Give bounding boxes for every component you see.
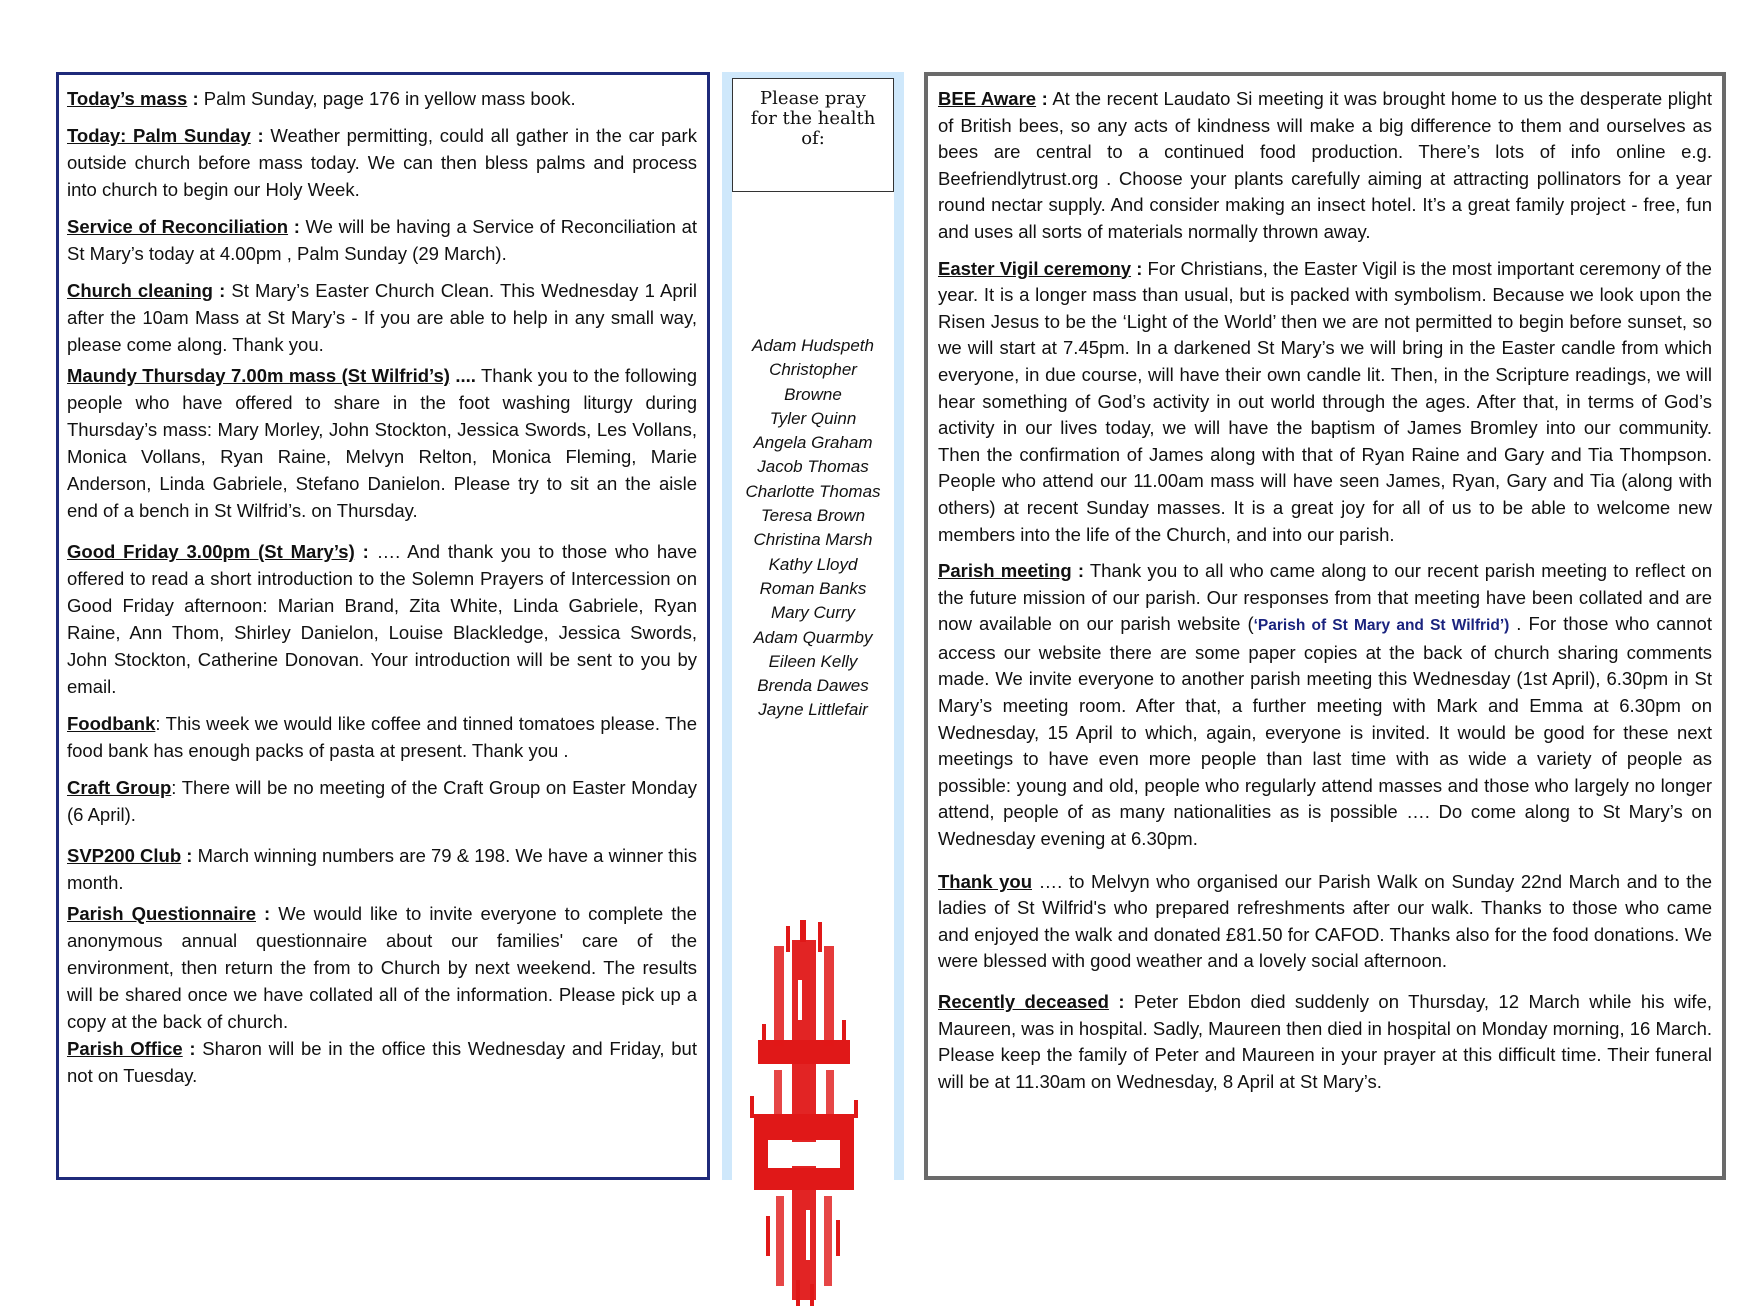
prayer-name: Eileen Kelly bbox=[768, 651, 858, 671]
notice-text: Palm Sunday, page 176 in yellow mass book. bbox=[198, 88, 576, 109]
notice-sep: : bbox=[1036, 88, 1048, 109]
notice-reconciliation bbox=[67, 213, 697, 267]
notice-text: Sharon will be in the office this Wednesday and Friday, but not on Tuesday. bbox=[67, 1038, 697, 1086]
notice-svp200-club bbox=[67, 842, 697, 896]
notice-sep: : bbox=[255, 903, 271, 924]
notice-craft-group bbox=[67, 774, 697, 828]
notice-sep: : bbox=[1071, 560, 1084, 582]
prayer-name: Roman Banks bbox=[759, 578, 867, 598]
notice-sep: .... bbox=[449, 365, 476, 386]
notice-text: March winning numbers are 79 & 198. We have a winner this month. bbox=[67, 845, 698, 893]
notice-good-friday bbox=[67, 538, 697, 700]
notice-title: Craft Group bbox=[67, 777, 172, 798]
notice-text: Thank you to all who came along to our recent parish meeting to reflect on the future mission of our parish. Our responses from that meeting have been collated and are now available on our parish website ( bbox=[938, 560, 1712, 635]
notice-sep: : bbox=[1131, 257, 1143, 279]
prayer-name: Tyler Quinn bbox=[769, 408, 857, 428]
notice-bee-aware bbox=[938, 86, 1712, 246]
notice-title: Easter Vigil ceremony bbox=[938, 257, 1132, 279]
notice-text: . For those who cannot access our website there are some paper copies at the back of church sharing comments made. We invite everyone to another parish meeting this Wednesday (1st April), 6.30pm in St Mary’s meeting room. After that, a further meeting with Mark and Emma at 6.30pm on Wednesday, 15 April to which, again, everyone is invited. It would be good for these next meetings to have even more people than last time with as wide a variety of people as possible: young and old, people who regularly attend masses and those who largely no longer attend, people of as many nationalities as is possible …. Do come along to St Mary’s on Wednesday evening at 6.30pm. bbox=[938, 613, 1712, 850]
notice-todays-mass bbox=[67, 85, 697, 112]
notice-sep: : bbox=[354, 541, 369, 562]
prayer-name: Christina Marsh bbox=[753, 530, 873, 550]
prayer-name: Kathy Lloyd bbox=[768, 554, 858, 574]
left-notices-column bbox=[56, 72, 710, 1180]
notice-title: Recently deceased bbox=[938, 991, 1109, 1012]
notice-title: Parish Office bbox=[67, 1038, 183, 1059]
notice-title: Foodbank bbox=[67, 713, 156, 734]
prayer-name: Browne bbox=[784, 384, 842, 404]
notice-text: This week we would like coffee and tinned tomatoes please. The food bank has enough packs of pasta at present. Thank you . bbox=[67, 713, 697, 761]
prayer-name: Jacob Thomas bbox=[757, 457, 869, 477]
notice-title: Parish meeting bbox=[938, 560, 1072, 582]
notice-sep: : bbox=[250, 125, 264, 146]
prayer-names-panel bbox=[732, 192, 894, 1180]
notice-sep: …. bbox=[1032, 870, 1063, 892]
notice-church-cleaning bbox=[67, 277, 697, 358]
notice-title: Parish Questionnaire bbox=[67, 903, 256, 924]
notice-sep: : bbox=[182, 1038, 196, 1059]
notice-thank-you bbox=[938, 869, 1712, 975]
prayer-name: Teresa Brown bbox=[760, 506, 866, 526]
notice-parish-office bbox=[67, 1035, 697, 1089]
notice-title: Service of Reconciliation bbox=[67, 216, 289, 237]
notice-sep: : bbox=[171, 777, 177, 798]
notice-text: There will be no meeting of the Craft Group on Easter Monday (6 April). bbox=[67, 777, 697, 825]
prayer-heading: Please pray for the health of: bbox=[750, 88, 876, 149]
notice-title: Church cleaning bbox=[67, 280, 213, 301]
prayer-list-column bbox=[722, 72, 904, 1180]
notice-sep: : bbox=[212, 280, 226, 301]
prayer-name: Adam Hudspeth bbox=[752, 336, 874, 355]
notice-text: We would like to invite everyone to complete the anonymous annual questionnaire about our families' care of the environment, then return the from to Church by next weekend. The results will be shared once we have collated all of the information. Please pick up a copy at the back of church. bbox=[67, 903, 697, 1032]
right-notices-column bbox=[924, 72, 1726, 1180]
notice-text: We will be having a Service of Reconciliation at St Mary’s today at 4.00pm , Palm Sunday (29 March). bbox=[67, 216, 697, 264]
notice-title: Today: Palm Sunday bbox=[67, 125, 251, 146]
notice-sep: : bbox=[155, 713, 161, 734]
notice-text: For Christians, the Easter Vigil is the most important ceremony of the year. It is a longer mass than usual, but is packed with symbolism. Because we look upon the Risen Jesus to be the ‘Light of the World’ then we are not permitted to begin before sunset, so we will start at 7.45pm. In a darkened St Mary’s we will bring in the Easter candle from which everyone, in due course, will have their own candle lit. Then, in the Scripture readings, we will hear something of God’s activity in out world through the ages. After that, in terms of God’s activity in our lives today, we will have the baptism of James Bromley into our community. Then the confirmation of James along with that of Ryan Raine and Gary and Tia Thompson. People who attend our 11.00am mass will have seen James, Ryan, Gary and Tia (along with others) at recent Sunday masses. It is a great joy for all of us to be able to welcome new members into the life of the Church, and into our parish. bbox=[938, 257, 1712, 545]
red-cross-icon bbox=[750, 920, 858, 1306]
notice-title: Today’s mass bbox=[67, 88, 188, 109]
notice-text: Thank you to the following people who have offered to share in the foot washing liturgy during Thursday’s mass: Mary Morley, John Stockton, Jessica Swords, Les Vollans, Monica Vollans, Ryan Raine, Melvyn Relton, Monica Fleming, Marie Anderson, Linda Gabriele, Stefano Danielon. Please try to sit an the aisle end of a bench in St Wilfrid’s. on Thursday. bbox=[67, 365, 697, 521]
prayer-heading-box bbox=[732, 78, 894, 192]
notice-title: BEE Aware bbox=[938, 88, 1037, 109]
notice-foodbank bbox=[67, 710, 697, 764]
notice-text: Weather permitting, could all gather in the car park outside church before mass today. We can then bless palms and process into church to begin our Holy Week. bbox=[67, 125, 697, 200]
notice-palm-sunday bbox=[67, 122, 697, 203]
notice-title: Maundy Thursday 7.00m mass (St Wilfrid’s) bbox=[67, 365, 450, 386]
notice-sep: : bbox=[187, 88, 199, 109]
notice-sep: : bbox=[288, 216, 300, 237]
notice-recently-deceased bbox=[938, 989, 1712, 1095]
notice-text: St Mary’s Easter Church Clean. This Wednesday 1 April after the 10am Mass at St Mary’s - If you are able to help in any small way, please come along. Thank you. bbox=[67, 280, 697, 355]
notice-title: Thank you bbox=[938, 870, 1033, 892]
prayer-name: Mary Curry bbox=[770, 603, 856, 623]
notice-easter-vigil bbox=[938, 256, 1712, 549]
notice-text: At the recent Laudato Si meeting it was brought home to us the desperate plight of British bees, so any acts of kindness will make a big difference to them and ourselves as bees are central to a continued food production. There’s lots of info online e.g. Beefriendlytrust.org . Choose your plants carefully aiming at attracting pollinators for a year round nectar supply. And consider making an insect hotel. It’s a great family project - free, fun and uses all sorts of materials normally thrown away. bbox=[938, 88, 1712, 242]
notice-text: …. And thank you to those who have offered to read a short introduction to the Solemn Prayers of Intercession on Good Friday afternoon: Marian Brand, Zita White, Linda Gabriele, Ryan Raine, Ann Thom, Shirley Danielon, Louise Blackledge, Jessica Swords, John Stockton, Catherine Donovan. Your introduction will be sent to you by email. bbox=[67, 541, 697, 697]
parish-website-name: ‘Parish of St Mary and St Wilfrid’) bbox=[1253, 617, 1510, 635]
notice-text: Peter Ebdon died suddenly on Thursday, 12 March while his wife, Maureen, was in hospital. Sadly, Maureen then died in hospital on Monday morning, 16 March. Please keep the family of Peter and Maureen in your prayer at this difficult time. Their funeral will be at 11.30am on Wednesday, 8 April at St Mary’s. bbox=[938, 991, 1713, 1092]
prayer-name: Charlotte Thomas bbox=[745, 481, 881, 501]
notice-title: Good Friday 3.00pm (St Mary’s) bbox=[67, 541, 355, 562]
notice-sep: : bbox=[181, 845, 193, 866]
notice-parish-meeting bbox=[938, 558, 1712, 853]
prayer-names-list bbox=[732, 334, 894, 723]
prayer-name: Brenda Dawes bbox=[757, 676, 869, 696]
notice-maundy-thursday bbox=[67, 362, 697, 524]
notice-title: SVP200 Club bbox=[67, 845, 182, 866]
notice-sep: : bbox=[1108, 991, 1125, 1012]
prayer-name: Jayne Littlefair bbox=[758, 700, 868, 720]
notice-parish-questionnaire bbox=[67, 900, 697, 1035]
prayer-name: Angela Graham bbox=[753, 433, 873, 453]
prayer-name: Christopher bbox=[769, 360, 857, 380]
notice-text: to Melvyn who organised our Parish Walk on Sunday 22nd March and to the ladies of St Wilfrid's who prepared refreshments after our walk. Thanks to those who came and enjoyed the walk and donated £81.50 for CAFOD. Thanks also for the food donations. We were blessed with good weather and a lovely social afternoon. bbox=[938, 870, 1713, 972]
prayer-name: Adam Quarmby bbox=[753, 627, 873, 647]
